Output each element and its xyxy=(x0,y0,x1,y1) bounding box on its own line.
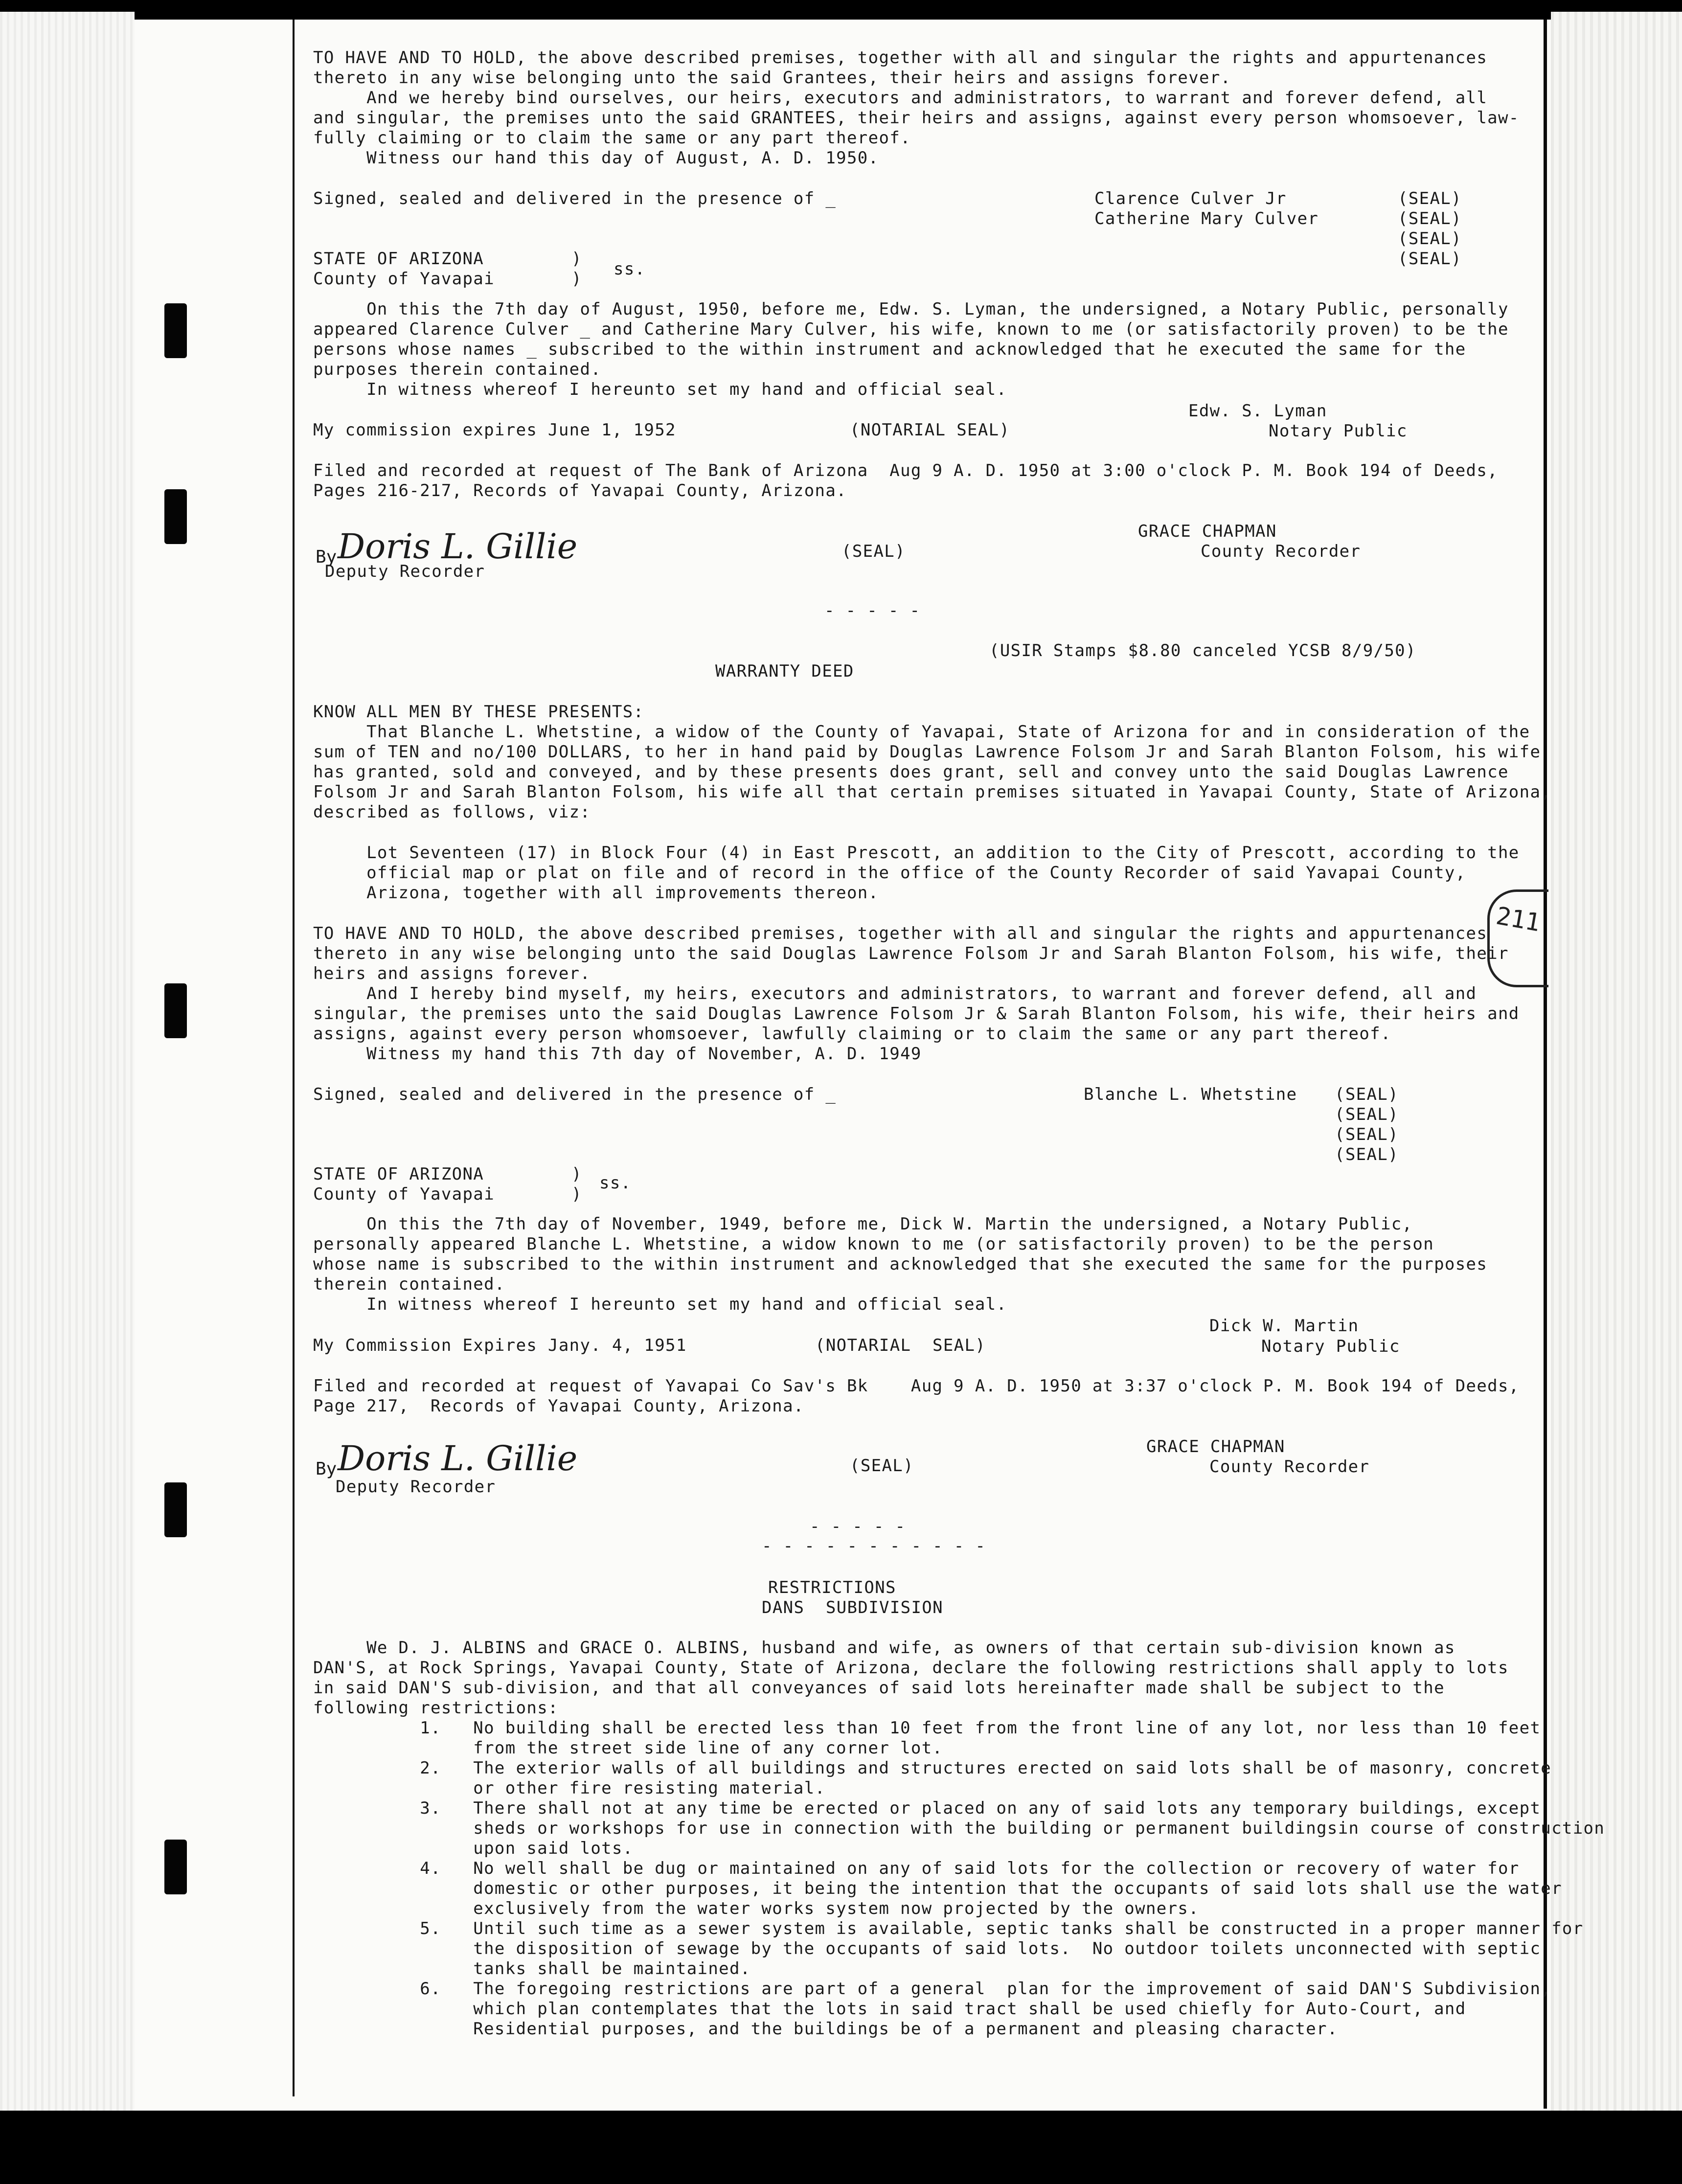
property-description: official map or plat on file and of record in the office of the County Recorder of said Yavapai County, xyxy=(313,863,1466,883)
restriction-item: the disposition of sewage by the occupants of said lots. No outdoor toilets unconnected with septic xyxy=(313,1939,1541,1958)
witness-line: Witness our hand this day of August, A. D. 1950. xyxy=(313,148,879,168)
restrictions-title: RESTRICTIONS xyxy=(768,1578,896,1597)
venue-brace: ) xyxy=(571,249,582,269)
notarial-seal: (NOTARIAL SEAL) xyxy=(850,420,1010,440)
signer-name: Clarence Culver Jr xyxy=(1094,189,1287,208)
witness-line: Witness my hand this 7th day of November, A. D. 1949 xyxy=(313,1044,922,1064)
notary-name: Dick W. Martin xyxy=(1209,1316,1359,1336)
restriction-item: 5. Until such time as a sewer system is available, septic tanks shall be constructed in a proper manner for xyxy=(313,1919,1584,1938)
restriction-item: sheds or workshops for use in connection with the building or permanent buildingsin course of construction xyxy=(313,1819,1605,1838)
filing-line: Filed and recorded at request of The Bank of Arizona Aug 9 A. D. 1950 at 3:00 o'clock P. M. Book 194 of Deeds, xyxy=(313,461,1498,480)
acknowledgment-line: purposes therein contained. xyxy=(313,360,602,379)
property-description: Lot Seventeen (17) in Block Four (4) in East Prescott, an addition to the City of Prescott, according to the xyxy=(313,843,1520,863)
acknowledgment-line: On this the 7th day of August, 1950, before me, Edw. S. Lyman, the undersigned, a Notary Public, personally xyxy=(313,299,1509,319)
bottom-dark-band xyxy=(0,2111,1682,2184)
separator: - - - - - xyxy=(810,1517,906,1536)
seal-label: (SEAL) xyxy=(1398,209,1462,228)
separator: - - - - - xyxy=(824,601,921,620)
restriction-item: 4. No well shall be dug or maintained on any of said lots for the collection or recovery of water for xyxy=(313,1859,1520,1878)
right-border-line xyxy=(1544,15,1547,2109)
commission-expiry: My commission expires June 1, 1952 xyxy=(313,420,676,440)
restriction-item: 1. No building shall be erected less than 10 feet from the front line of any lot, nor less than 10 feet xyxy=(313,1718,1541,1738)
seal-label: (SEAL) xyxy=(1335,1085,1399,1104)
notary-title: Notary Public xyxy=(1261,1337,1400,1356)
seal-label: (SEAL) xyxy=(1398,189,1462,208)
restriction-item: upon said lots. xyxy=(313,1839,634,1858)
acknowledgment-line: whose name is subscribed to the within instrument and acknowledged that she executed the same for the purposes xyxy=(313,1254,1488,1274)
recorder-title: County Recorder xyxy=(1201,542,1361,561)
signer-name: Catherine Mary Culver xyxy=(1094,209,1319,228)
seal-label: (SEAL) xyxy=(1335,1105,1399,1124)
deed-title: WARRANTY DEED xyxy=(715,661,854,681)
restrictions-intro: in said DAN'S sub-division, and that all conveyances of said lots hereinafter made shall be subject to the xyxy=(313,1678,1445,1698)
seal-label: (SEAL) xyxy=(1398,249,1462,269)
filing-line: Page 217, Records of Yavapai County, Arizona. xyxy=(313,1396,804,1416)
restriction-item: Residential purposes, and the buildings be of a permanent and pleasing character. xyxy=(313,2019,1338,2039)
acknowledgment-line: On this the 7th day of November, 1949, before me, Dick W. Martin the undersigned, a Notary Public, xyxy=(313,1214,1413,1234)
filing-line: Pages 216-217, Records of Yavapai County, Arizona. xyxy=(313,481,847,500)
page-number-bracket xyxy=(1487,889,1548,987)
restrictions-subtitle: DANS SUBDIVISION xyxy=(762,1598,943,1617)
acknowledgment-line: In witness whereof I hereunto set my hand and official seal. xyxy=(313,380,1007,399)
habendum-line: thereto in any wise belonging unto the said Douglas Lawrence Folsom Jr and Sarah Blanton Folsom, his wife, their xyxy=(313,944,1509,963)
habendum-line: fully claiming or to claim the same or any part thereof. xyxy=(313,128,911,148)
restriction-item: or other fire resisting material. xyxy=(313,1778,826,1798)
notarial-seal: (NOTARIAL SEAL) xyxy=(815,1336,986,1355)
habendum-line: And we hereby bind ourselves, our heirs, executors and administrators, to warrant and forever defend, all xyxy=(313,88,1488,108)
restrictions-intro: We D. J. ALBINS and GRACE O. ALBINS, husband and wife, as owners of that certain sub-division known as xyxy=(313,1638,1455,1658)
venue-brace: ) xyxy=(571,269,582,289)
habendum-line: And I hereby bind myself, my heirs, executors and administrators, to warrant and forever defend, all and xyxy=(313,984,1477,1003)
restriction-item: 3. There shall not at any time be erected or placed on any of said lots any temporary buildings, except xyxy=(313,1798,1541,1818)
recorder-name: GRACE CHAPMAN xyxy=(1138,522,1277,541)
seal-label: (SEAL) xyxy=(850,1456,914,1476)
by-label: By xyxy=(316,547,337,567)
acknowledgment-line: In witness whereof I hereunto set my hand and official seal. xyxy=(313,1295,1007,1314)
left-margin-line xyxy=(293,15,295,2096)
grant-line: sum of TEN and no/100 DOLLARS, to her in hand paid by Douglas Lawrence Folsom Jr and Sarah Blanton Folsom, his wife xyxy=(313,742,1541,762)
signed-presence-line: Signed, sealed and delivered in the presence of _ xyxy=(313,1085,837,1104)
grant-line: That Blanche L. Whetstine, a widow of the County of Yavapai, State of Arizona for and in consideration of the xyxy=(313,722,1530,742)
recorder-title: County Recorder xyxy=(1209,1457,1370,1477)
venue-brace: ) xyxy=(571,1184,582,1204)
tax-stamps-note: (USIR Stamps $8.80 canceled YCSB 8/9/50) xyxy=(989,641,1416,660)
acknowledgment-line: personally appeared Blanche L. Whetstine, a widow known to me (or satisfactorily proven) to be the person xyxy=(313,1234,1434,1254)
restrictions-intro: following restrictions: xyxy=(313,1698,559,1718)
habendum-line: heirs and assigns forever. xyxy=(313,964,591,983)
deputy-signature: Doris L. Gillie xyxy=(338,526,578,567)
seal-label: (SEAL) xyxy=(1398,229,1462,249)
acknowledgment-line: therein contained. xyxy=(313,1274,505,1294)
commission-expiry: My Commission Expires Jany. 4, 1951 xyxy=(313,1336,687,1355)
restrictions-intro: DAN'S, at Rock Springs, Yavapai County, State of Arizona, declare the following restrictions shall apply to lots xyxy=(313,1658,1509,1678)
know-all-men: KNOW ALL MEN BY THESE PRESENTS: xyxy=(313,702,644,722)
left-film-edge xyxy=(0,12,135,2111)
venue-ss: ss. xyxy=(614,259,646,279)
habendum-line: thereto in any wise belonging unto the said Grantees, their heirs and assigns forever. xyxy=(313,68,1231,88)
restriction-item: 2. The exterior walls of all buildings and structures erected on said lots shall be of masonry, concrete xyxy=(313,1758,1552,1778)
filing-line: Filed and recorded at request of Yavapai Co Sav's Bk Aug 9 A. D. 1950 at 3:37 o'clock P. M. Book 194 of Deeds, xyxy=(313,1376,1520,1396)
venue-ss: ss. xyxy=(599,1173,632,1193)
restriction-item: from the street side line of any corner lot. xyxy=(313,1738,943,1758)
right-film-edge xyxy=(1551,12,1682,2111)
restriction-item: domestic or other purposes, it being the intention that the occupants of said lots shall use the water xyxy=(313,1879,1562,1898)
acknowledgment-line: persons whose names _ subscribed to the within instrument and acknowledged that he executed the same for the xyxy=(313,340,1466,359)
signed-presence-line: Signed, sealed and delivered in the presence of _ xyxy=(313,189,837,208)
restriction-item: 6. The foregoing restrictions are part of a general plan for the improvement of said DAN'S Subdivision, xyxy=(313,1979,1552,1999)
recorder-name: GRACE CHAPMAN xyxy=(1146,1437,1285,1456)
page-number-note: 211 xyxy=(1494,901,1543,937)
notary-name: Edw. S. Lyman xyxy=(1188,401,1327,421)
habendum-line: TO HAVE AND TO HOLD, the above described premises, together with all and singular the rights and appurtenances xyxy=(313,924,1488,943)
property-description: Arizona, together with all improvements thereon. xyxy=(313,883,879,903)
by-label: By xyxy=(316,1459,337,1479)
venue-county: County of Yavapai xyxy=(313,1184,495,1204)
binder-hole xyxy=(164,1482,187,1537)
deputy-title: Deputy Recorder xyxy=(325,562,485,581)
restriction-item: which plan contemplates that the lots in said tract shall be used chiefly for Auto-Court, and xyxy=(313,1999,1466,2019)
habendum-line: and singular, the premises unto the said GRANTEES, their heirs and assigns, against every person whomsoever, law- xyxy=(313,108,1520,128)
habendum-line: singular, the premises unto the said Douglas Lawrence Folsom Jr & Sarah Blanton Folsom, his wife, their heirs and xyxy=(313,1004,1520,1024)
binder-hole xyxy=(164,489,187,544)
habendum-line: assigns, against every person whomsoever, lawfully claiming or to claim the same or any part thereof. xyxy=(313,1024,1391,1044)
binder-hole xyxy=(164,303,187,358)
venue-state: STATE OF ARIZONA xyxy=(313,1164,484,1184)
binder-hole xyxy=(164,983,187,1038)
notary-title: Notary Public xyxy=(1269,421,1408,441)
venue-brace: ) xyxy=(571,1164,582,1184)
restriction-item: exclusively from the water works system now projected by the owners. xyxy=(313,1899,1200,1918)
venue-state: STATE OF ARIZONA xyxy=(313,249,484,269)
acknowledgment-line: appeared Clarence Culver _ and Catherine Mary Culver, his wife, known to me (or satisfactorily proven) to be the xyxy=(313,319,1509,339)
signer-name: Blanche L. Whetstine xyxy=(1084,1085,1297,1104)
grant-line: described as follows, viz: xyxy=(313,802,591,822)
binder-hole xyxy=(164,1840,187,1894)
grant-line: Folsom Jr and Sarah Blanton Folsom, his wife all that certain premises situated in Yavapai County, State of Arizona, xyxy=(313,782,1552,802)
separator: - - - - - - - - - - - xyxy=(762,1536,986,1556)
top-dark-band xyxy=(135,0,1551,20)
seal-label: (SEAL) xyxy=(841,542,906,561)
venue-county: County of Yavapai xyxy=(313,269,495,289)
deputy-signature: Doris L. Gillie xyxy=(338,1438,578,1479)
restriction-item: tanks shall be maintained. xyxy=(313,1959,751,1979)
grant-line: has granted, sold and conveyed, and by these presents does grant, sell and convey unto the said Douglas Lawrence xyxy=(313,762,1509,782)
seal-label: (SEAL) xyxy=(1335,1125,1399,1144)
seal-label: (SEAL) xyxy=(1335,1145,1399,1164)
deputy-title: Deputy Recorder xyxy=(336,1477,496,1497)
habendum-line: TO HAVE AND TO HOLD, the above described premises, together with all and singular the rights and appurtenances xyxy=(313,48,1488,68)
